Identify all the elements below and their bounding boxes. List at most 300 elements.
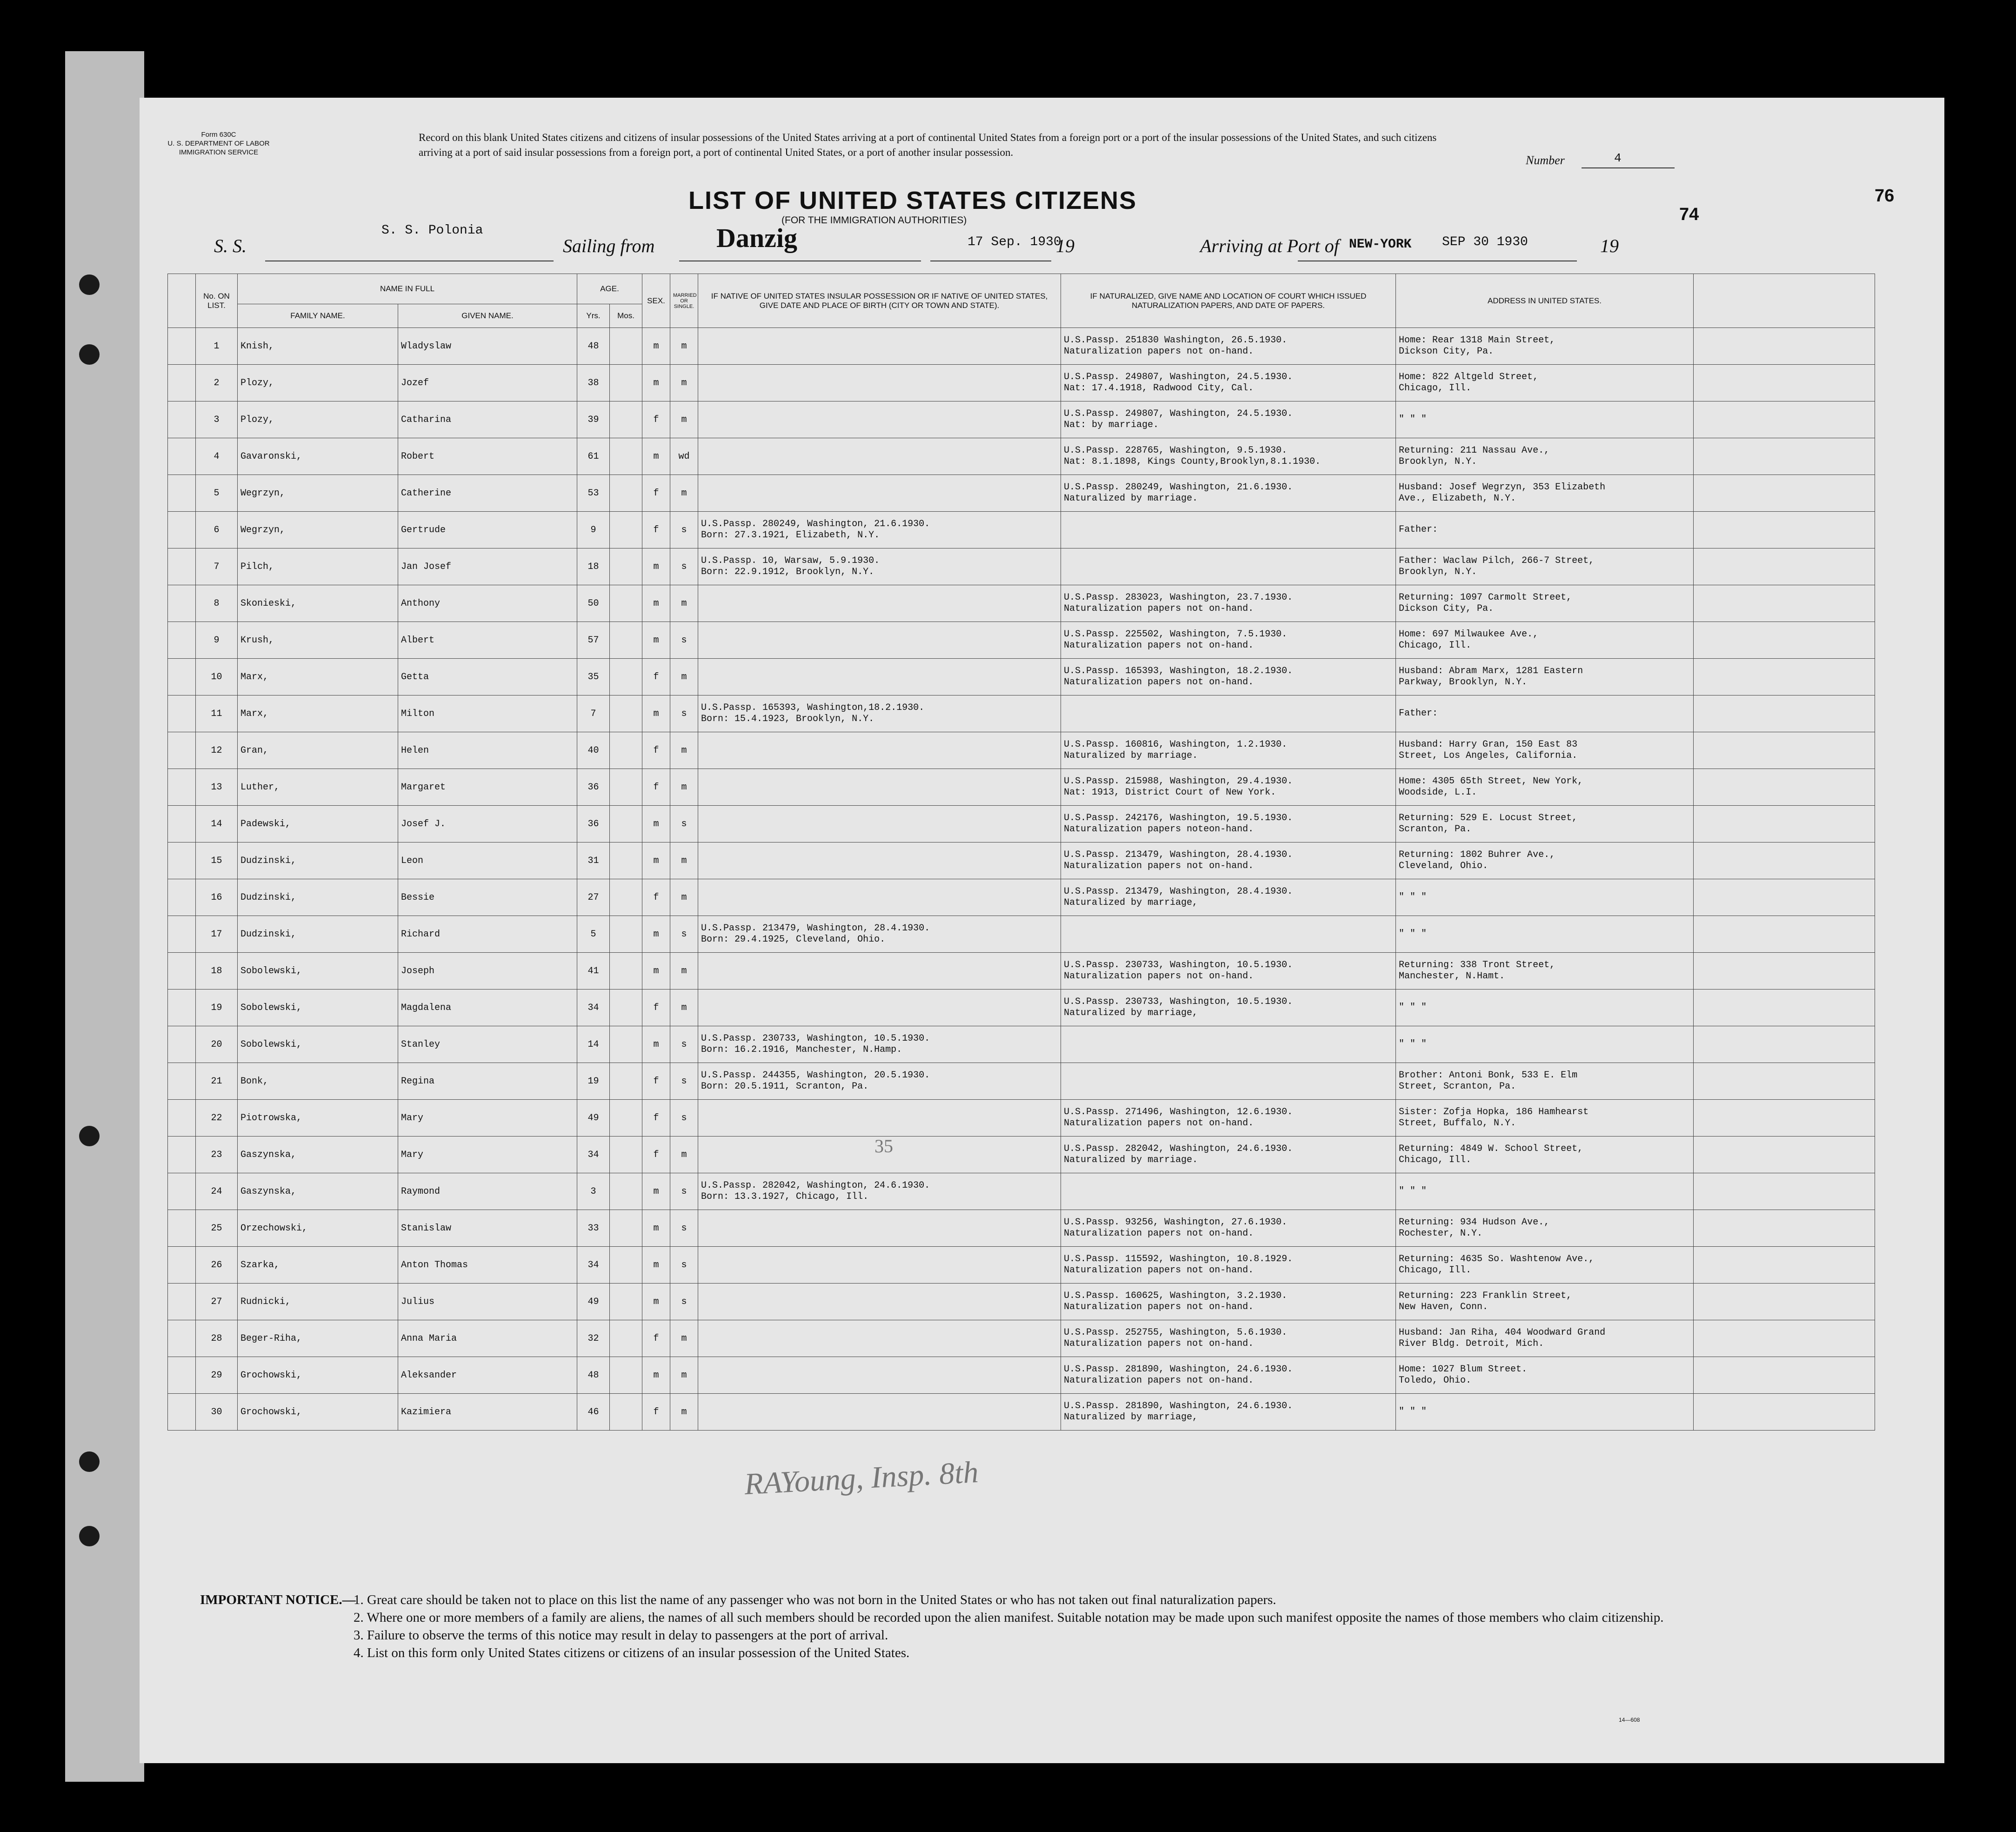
age-years: 49	[577, 1100, 610, 1137]
age-months	[610, 769, 642, 806]
given-name: Leon	[398, 842, 577, 879]
family-name: Bonk,	[238, 1063, 398, 1100]
sex: m	[642, 1284, 670, 1320]
age-years: 41	[577, 953, 610, 990]
margin-cell	[168, 842, 196, 879]
margin-cell	[168, 732, 196, 769]
naturalization-info: U.S.Passp. 160816, Washington, 1.2.1930. Naturalized by marriage.	[1061, 732, 1396, 769]
age-months	[610, 622, 642, 659]
family-name: Padewski,	[238, 806, 398, 842]
sex: m	[642, 1357, 670, 1394]
sex: f	[642, 879, 670, 916]
row-number: 24	[196, 1173, 238, 1210]
family-name: Luther,	[238, 769, 398, 806]
extra-cell	[1694, 1247, 1875, 1284]
pencil-note: 35	[874, 1136, 893, 1157]
native-birth-info: U.S.Passp. 165393, Washington,18.2.1930. Born: 15.4.1923, Brooklyn, N.Y.	[698, 695, 1061, 732]
native-birth-info	[698, 1100, 1061, 1137]
notice-heading: IMPORTANT NOTICE.—	[200, 1592, 356, 1607]
marital-status: m	[670, 1394, 698, 1431]
us-address: Husband: Jan Riha, 404 Woodward Grand River Bldg. Detroit, Mich.	[1396, 1320, 1694, 1357]
margin-cell	[168, 512, 196, 548]
margin-cell	[168, 990, 196, 1026]
margin-cell	[168, 475, 196, 512]
extra-cell	[1694, 1210, 1875, 1247]
us-address: " " "	[1396, 916, 1694, 953]
extra-cell	[1694, 512, 1875, 548]
table-row	[168, 879, 1875, 916]
family-name: Marx,	[238, 695, 398, 732]
header-mos: Mos.	[610, 304, 642, 328]
naturalization-info: U.S.Passp. 225502, Washington, 7.5.1930. Naturalization papers not on-hand.	[1061, 622, 1396, 659]
native-birth-info: U.S.Passp. 280249, Washington, 21.6.1930. Born: 27.3.1921, Elizabeth, N.Y.	[698, 512, 1061, 548]
age-months	[610, 438, 642, 475]
given-name: Milton	[398, 695, 577, 732]
row-number: 1	[196, 328, 238, 365]
row-number: 13	[196, 769, 238, 806]
sex: m	[642, 842, 670, 879]
native-birth-info	[698, 990, 1061, 1026]
sex: m	[642, 695, 670, 732]
age-months	[610, 806, 642, 842]
age-years: 34	[577, 990, 610, 1026]
family-name: Gavaronski,	[238, 438, 398, 475]
marital-status: s	[670, 916, 698, 953]
passenger-table	[167, 274, 1875, 1431]
notice-item: 3. Failure to observe the terms of this notice may result in delay to passengers at the port of arrival.	[354, 1628, 888, 1643]
age-months	[610, 401, 642, 438]
us-address: " " "	[1396, 1394, 1694, 1431]
row-number: 9	[196, 622, 238, 659]
native-birth-info	[698, 438, 1061, 475]
table-row	[168, 1284, 1875, 1320]
sex: f	[642, 401, 670, 438]
marital-status: m	[670, 585, 698, 622]
sex: f	[642, 475, 670, 512]
us-address: Father:	[1396, 512, 1694, 548]
us-address: Returning: 4635 So. Washtenow Ave., Chicago, Ill.	[1396, 1247, 1694, 1284]
row-number: 16	[196, 879, 238, 916]
age-years: 14	[577, 1026, 610, 1063]
given-name: Richard	[398, 916, 577, 953]
table-row	[168, 475, 1875, 512]
page-title: LIST OF UNITED STATES CITIZENS	[688, 187, 1137, 214]
marital-status: m	[670, 475, 698, 512]
us-address: Father: Waclaw Pilch, 266-7 Street, Brooklyn, N.Y.	[1396, 548, 1694, 585]
age-months	[610, 1100, 642, 1137]
margin-cell	[168, 1320, 196, 1357]
given-name: Robert	[398, 438, 577, 475]
sex: m	[642, 365, 670, 401]
us-address: Returning: 4849 W. School Street, Chicago, Ill.	[1396, 1137, 1694, 1173]
sex: m	[642, 1210, 670, 1247]
given-name: Josef J.	[398, 806, 577, 842]
extra-cell	[1694, 1100, 1875, 1137]
native-birth-info	[698, 1210, 1061, 1247]
us-address: " " "	[1396, 401, 1694, 438]
extra-cell	[1694, 1320, 1875, 1357]
given-name: Albert	[398, 622, 577, 659]
age-years: 35	[577, 659, 610, 695]
sex: m	[642, 1173, 670, 1210]
naturalization-info: U.S.Passp. 249807, Washington, 24.5.1930. Nat: by marriage.	[1061, 401, 1396, 438]
age-years: 34	[577, 1247, 610, 1284]
row-number: 5	[196, 475, 238, 512]
sex: f	[642, 769, 670, 806]
row-number: 23	[196, 1137, 238, 1173]
native-birth-info	[698, 806, 1061, 842]
inspector-signature: RAYoung, Insp. 8th	[743, 1455, 980, 1502]
native-birth-info: U.S.Passp. 282042, Washington, 24.6.1930. Born: 13.3.1927, Chicago, Ill.	[698, 1173, 1061, 1210]
age-months	[610, 695, 642, 732]
sex: m	[642, 1247, 670, 1284]
naturalization-info: U.S.Passp. 160625, Washington, 3.2.1930. Naturalization papers not on-hand.	[1061, 1284, 1396, 1320]
family-name: Wegrzyn,	[238, 512, 398, 548]
marital-status: s	[670, 548, 698, 585]
form-number: Form 630C	[201, 131, 236, 139]
naturalization-info: U.S.Passp. 213479, Washington, 28.4.1930. Naturalized by marriage,	[1061, 879, 1396, 916]
marital-status: s	[670, 695, 698, 732]
age-months	[610, 1063, 642, 1100]
naturalization-info	[1061, 548, 1396, 585]
age-years: 5	[577, 916, 610, 953]
margin-cell	[168, 365, 196, 401]
marital-status: s	[670, 1247, 698, 1284]
extra-cell	[1694, 622, 1875, 659]
us-address: Home: 4305 65th Street, New York, Woodside, L.I.	[1396, 769, 1694, 806]
extra-cell	[1694, 401, 1875, 438]
age-years: 48	[577, 328, 610, 365]
header-given-name: GIVEN NAME.	[398, 304, 577, 328]
margin-cell	[168, 438, 196, 475]
age-months	[610, 1210, 642, 1247]
us-address: Returning: 338 Tront Street, Manchester, N.Hamt.	[1396, 953, 1694, 990]
sex: m	[642, 916, 670, 953]
family-name: Orzechowski,	[238, 1210, 398, 1247]
us-address: " " "	[1396, 1026, 1694, 1063]
header-address: ADDRESS IN UNITED STATES.	[1396, 274, 1694, 328]
table-row	[168, 328, 1875, 365]
header-yrs: Yrs.	[577, 304, 610, 328]
marital-status: s	[670, 806, 698, 842]
row-number: 3	[196, 401, 238, 438]
department: U. S. DEPARTMENT OF LABOR	[167, 140, 270, 147]
age-months	[610, 1357, 642, 1394]
table-row	[168, 365, 1875, 401]
native-birth-info	[698, 659, 1061, 695]
extra-cell	[1694, 953, 1875, 990]
age-years: 46	[577, 1394, 610, 1431]
sex: m	[642, 1026, 670, 1063]
extra-cell	[1694, 732, 1875, 769]
naturalization-info	[1061, 695, 1396, 732]
given-name: Julius	[398, 1284, 577, 1320]
age-years: 9	[577, 512, 610, 548]
native-birth-info	[698, 953, 1061, 990]
age-months	[610, 842, 642, 879]
extra-cell	[1694, 842, 1875, 879]
extra-cell	[1694, 548, 1875, 585]
marital-status: m	[670, 769, 698, 806]
us-address: Sister: Zofja Hopka, 186 Hamhearst Street, Buffalo, N.Y.	[1396, 1100, 1694, 1137]
table-row	[168, 695, 1875, 732]
given-name: Regina	[398, 1063, 577, 1100]
year-label-2: 19	[1600, 235, 1619, 256]
row-number: 27	[196, 1284, 238, 1320]
age-years: 34	[577, 1137, 610, 1173]
margin-cell	[168, 585, 196, 622]
row-number: 15	[196, 842, 238, 879]
native-birth-info	[698, 1247, 1061, 1284]
native-birth-info	[698, 879, 1061, 916]
given-name: Mary	[398, 1137, 577, 1173]
us-address: Brother: Antoni Bonk, 533 E. Elm Street, Scranton, Pa.	[1396, 1063, 1694, 1100]
naturalization-info: U.S.Passp. 115592, Washington, 10.8.1929. Naturalization papers not on-hand.	[1061, 1247, 1396, 1284]
row-number: 14	[196, 806, 238, 842]
extra-cell	[1694, 769, 1875, 806]
given-name: Mary	[398, 1100, 577, 1137]
margin-cell	[168, 548, 196, 585]
extra-cell	[1694, 585, 1875, 622]
header-row	[168, 274, 1875, 304]
age-months	[610, 1320, 642, 1357]
table-row	[168, 1320, 1875, 1357]
margin-cell	[168, 1100, 196, 1137]
table-row	[168, 953, 1875, 990]
age-years: 31	[577, 842, 610, 879]
us-address: Returning: 934 Hudson Ave., Rochester, N.Y.	[1396, 1210, 1694, 1247]
age-years: 3	[577, 1173, 610, 1210]
table-row	[168, 769, 1875, 806]
margin-cell	[168, 1284, 196, 1320]
margin-cell	[168, 916, 196, 953]
family-name: Marx,	[238, 659, 398, 695]
marital-status: m	[670, 328, 698, 365]
family-name: Krush,	[238, 622, 398, 659]
sailing-label: Sailing from	[563, 235, 655, 256]
row-number: 6	[196, 512, 238, 548]
table-row	[168, 1394, 1875, 1431]
row-number: 26	[196, 1247, 238, 1284]
family-name: Sobolewski,	[238, 1026, 398, 1063]
ss-label: S. S.	[214, 235, 247, 256]
naturalization-info: U.S.Passp. 271496, Washington, 12.6.1930. Naturalization papers not on-hand.	[1061, 1100, 1396, 1137]
extra-cell	[1694, 1357, 1875, 1394]
table-row	[168, 585, 1875, 622]
sex: m	[642, 328, 670, 365]
marital-status: m	[670, 953, 698, 990]
table-row	[168, 842, 1875, 879]
margin-cell	[168, 401, 196, 438]
marital-status: m	[670, 1320, 698, 1357]
table-row	[168, 1063, 1875, 1100]
given-name: Getta	[398, 659, 577, 695]
margin-cell	[168, 1210, 196, 1247]
age-years: 48	[577, 1357, 610, 1394]
print-code: 14—608	[1619, 1717, 1640, 1723]
family-name: Skonieski,	[238, 585, 398, 622]
naturalization-info: U.S.Passp. 215988, Washington, 29.4.1930. Nat: 1913, District Court of New York.	[1061, 769, 1396, 806]
extra-cell	[1694, 916, 1875, 953]
intro-text: Record on this blank United States citizens and citizens of insular possessions of the United States arriving at a port of continental United States from a foreign port or a port of the insular possessions of the United States, and such citizens arriving at a port of said insular possessions from a foreign port, a port of continental United States, or a port of another insular possession.	[419, 132, 1437, 158]
margin-cell	[168, 953, 196, 990]
family-name: Sobolewski,	[238, 953, 398, 990]
age-years: 50	[577, 585, 610, 622]
service: IMMIGRATION SERVICE	[179, 148, 259, 156]
family-name: Plozy,	[238, 365, 398, 401]
margin-cell	[168, 1063, 196, 1100]
naturalization-info: U.S.Passp. 228765, Washington, 9.5.1930. Nat: 8.1.1898, Kings County,Brooklyn,8.1.1930.	[1061, 438, 1396, 475]
native-birth-info: U.S.Passp. 10, Warsaw, 5.9.1930. Born: 22.9.1912, Brooklyn, N.Y.	[698, 548, 1061, 585]
sex: f	[642, 1394, 670, 1431]
given-name: Joseph	[398, 953, 577, 990]
marital-status: s	[670, 1026, 698, 1063]
given-name: Anton Thomas	[398, 1247, 577, 1284]
family-name: Piotrowska,	[238, 1100, 398, 1137]
native-birth-info	[698, 475, 1061, 512]
notice-item: 1. Great care should be taken not to place on this list the name of any passenger who was not born in the United States or who has not taken out final naturalization papers.	[354, 1592, 1276, 1607]
family-name: Beger-Riha,	[238, 1320, 398, 1357]
row-number: 2	[196, 365, 238, 401]
row-number: 30	[196, 1394, 238, 1431]
binder-hole	[79, 1126, 100, 1146]
row-number: 11	[196, 695, 238, 732]
table-row	[168, 548, 1875, 585]
sex: f	[642, 1137, 670, 1173]
age-months	[610, 475, 642, 512]
margin-header	[168, 274, 196, 328]
sex: m	[642, 953, 670, 990]
naturalization-info: U.S.Passp. 251830 Washington, 26.5.1930. Naturalization papers not on-hand.	[1061, 328, 1396, 365]
given-name: Anthony	[398, 585, 577, 622]
age-years: 36	[577, 806, 610, 842]
naturalization-info: U.S.Passp. 249807, Washington, 24.5.1930. Nat: 17.4.1918, Radwood City, Cal.	[1061, 365, 1396, 401]
native-birth-info	[698, 1357, 1061, 1394]
arriving-label: Arriving at Port of	[1200, 235, 1339, 256]
us-address: Home: Rear 1318 Main Street, Dickson City, Pa.	[1396, 328, 1694, 365]
table-row	[168, 1247, 1875, 1284]
naturalization-info	[1061, 916, 1396, 953]
us-address: Returning: 211 Nassau Ave., Brooklyn, N.Y.	[1396, 438, 1694, 475]
year-label: 19	[1056, 235, 1075, 256]
margin-cell	[168, 622, 196, 659]
age-years: 7	[577, 695, 610, 732]
family-name: Plozy,	[238, 401, 398, 438]
age-months	[610, 365, 642, 401]
marital-status: s	[670, 622, 698, 659]
given-name: Stanley	[398, 1026, 577, 1063]
given-name: Margaret	[398, 769, 577, 806]
row-number: 28	[196, 1320, 238, 1357]
header-married: MARRIED OR SINGLE.	[670, 274, 698, 328]
row-number: 4	[196, 438, 238, 475]
sex: f	[642, 732, 670, 769]
us-address: " " "	[1396, 1173, 1694, 1210]
family-name: Sobolewski,	[238, 990, 398, 1026]
notice-item: 4. List on this form only United States citizens or citizens of an insular possession of the United States.	[354, 1645, 910, 1660]
row-number: 8	[196, 585, 238, 622]
family-name: Gran,	[238, 732, 398, 769]
us-address: Home: 697 Milwaukee Ave., Chicago, Ill.	[1396, 622, 1694, 659]
naturalization-info: U.S.Passp. 165393, Washington, 18.2.1930. Naturalization papers not on-hand.	[1061, 659, 1396, 695]
marital-status: m	[670, 732, 698, 769]
native-birth-info	[698, 1320, 1061, 1357]
age-years: 53	[577, 475, 610, 512]
age-months	[610, 512, 642, 548]
sex: f	[642, 990, 670, 1026]
age-months	[610, 990, 642, 1026]
binder-hole	[79, 1451, 100, 1472]
native-birth-info	[698, 622, 1061, 659]
header-family-name: FAMILY NAME.	[238, 304, 398, 328]
family-name: Dudzinski,	[238, 916, 398, 953]
sex: m	[642, 548, 670, 585]
native-birth-info	[698, 328, 1061, 365]
family-name: Grochowski,	[238, 1394, 398, 1431]
row-number: 22	[196, 1100, 238, 1137]
given-name: Kazimiera	[398, 1394, 577, 1431]
extra-cell	[1694, 806, 1875, 842]
marital-status: m	[670, 1137, 698, 1173]
page-subtitle: (FOR THE IMMIGRATION AUTHORITIES)	[781, 215, 967, 226]
number-underline	[1582, 167, 1675, 168]
family-name: Szarka,	[238, 1247, 398, 1284]
header-name-in-full: NAME IN FULL	[238, 274, 577, 304]
marital-status: s	[670, 1210, 698, 1247]
us-address: Home: 1027 Blum Street. Toledo, Ohio.	[1396, 1357, 1694, 1394]
naturalization-info	[1061, 512, 1396, 548]
age-years: 38	[577, 365, 610, 401]
row-number: 21	[196, 1063, 238, 1100]
header-age: AGE.	[577, 274, 642, 304]
us-address: Father:	[1396, 695, 1694, 732]
age-years: 57	[577, 622, 610, 659]
margin-cell	[168, 769, 196, 806]
header-native: IF NATIVE OF UNITED STATES INSULAR POSSESSION OR IF NATIVE OF UNITED STATES, GIVE DATE AND PLACE OF BIRTH (CITY OR TOWN AND STATE).	[698, 274, 1061, 328]
us-address: Husband: Harry Gran, 150 East 83 Street, Los Angeles, California.	[1396, 732, 1694, 769]
us-address: Returning: 1097 Carmolt Street, Dickson City, Pa.	[1396, 585, 1694, 622]
margin-cell	[168, 806, 196, 842]
ship-name: S. S. Polonia	[381, 223, 483, 238]
sex: m	[642, 438, 670, 475]
us-address: Returning: 529 E. Locust Street, Scranton, Pa.	[1396, 806, 1694, 842]
marital-status: s	[670, 1173, 698, 1210]
naturalization-info: U.S.Passp. 283023, Washington, 23.7.1930. Naturalization papers not on-hand.	[1061, 585, 1396, 622]
page-number-left: 74	[1679, 205, 1699, 224]
table-row	[168, 438, 1875, 475]
margin-cell	[168, 328, 196, 365]
family-name: Wegrzyn,	[238, 475, 398, 512]
marital-status: m	[670, 659, 698, 695]
naturalization-info	[1061, 1173, 1396, 1210]
naturalization-info: U.S.Passp. 280249, Washington, 21.6.1930. Naturalized by marriage.	[1061, 475, 1396, 512]
extra-cell	[1694, 1394, 1875, 1431]
family-name: Rudnicki,	[238, 1284, 398, 1320]
binder-hole	[79, 344, 100, 365]
sex: f	[642, 1100, 670, 1137]
naturalization-info: U.S.Passp. 213479, Washington, 28.4.1930. Naturalization papers not on-hand.	[1061, 842, 1396, 879]
marital-status: s	[670, 1284, 698, 1320]
table-row	[168, 622, 1875, 659]
form-header	[158, 130, 279, 157]
arrival-port: NEW-YORK	[1349, 237, 1412, 252]
age-years: 32	[577, 1320, 610, 1357]
marital-status: wd	[670, 438, 698, 475]
extra-cell	[1694, 328, 1875, 365]
naturalization-info: U.S.Passp. 281890, Washington, 24.6.1930. Naturalization papers not on-hand.	[1061, 1357, 1396, 1394]
table-row	[168, 990, 1875, 1026]
margin-cell	[168, 879, 196, 916]
